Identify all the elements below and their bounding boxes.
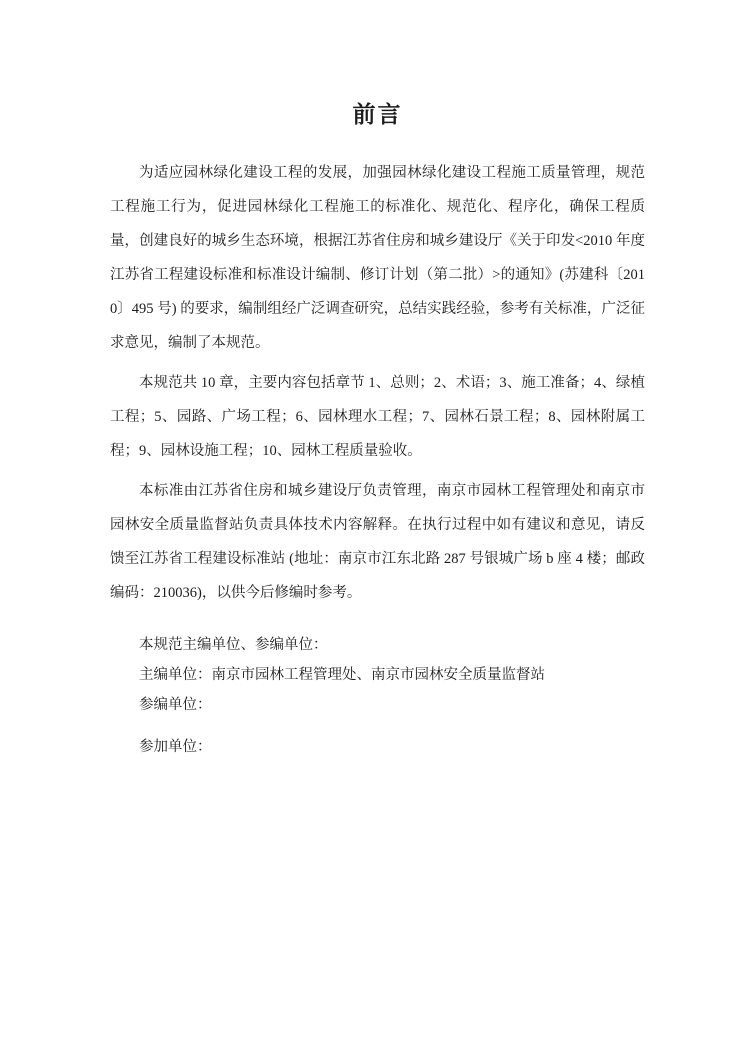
editor-section-heading: 本规范主编单位、参编单位： xyxy=(139,637,328,653)
co-editor-line: 参编单位： xyxy=(139,697,212,713)
participant-line: 参加单位： xyxy=(139,739,212,755)
page-title: 前言 xyxy=(352,101,403,127)
chief-editor-line: 主编单位：南京市园林工程管理处、南京市园林安全质量监督站 xyxy=(139,667,545,683)
paragraph-introduction: 为适应园林绿化建设工程的发展，加强园林绿化建设工程施工质量管理，规范工程施工行为，促进园林绿化工程施工的标准化、规范化、程序化，确保工程质量，创建良好的城乡生态环境，根据江苏省住房和城乡建设厅《关于印发<2010 年度江苏省工程建设标准和标准设计编制、修订计划（第二批）>的通知》(苏建科〔2010〕495 号) 的要求，编制组经广泛调查研究，总结实践经验，参考有关标准，广泛征求意见，编制了本规范。 xyxy=(110,165,645,351)
paragraph-management-feedback: 本标准由江苏省住房和城乡建设厅负责管理，南京市园林工程管理处和南京市园林安全质量监督站负责具体技术内容解释。在执行过程中如有建议和意见，请反馈至江苏省工程建设标准站 (地址：南京市江东北路 287 号银城广场 b 座 4 楼；邮政编码：210036)，以供今后修编时参考。 xyxy=(110,483,645,601)
paragraph-contents-overview: 本规范共 10 章，主要内容包括章节 1、总则；2、术语；3、施工准备；4、绿植工程；5、园路、广场工程；6、园林理水工程；7、园林石景工程；8、园林附属工程；9、园林设施工程；10、园林工程质量验收。 xyxy=(110,375,645,459)
editor-section xyxy=(110,630,645,762)
